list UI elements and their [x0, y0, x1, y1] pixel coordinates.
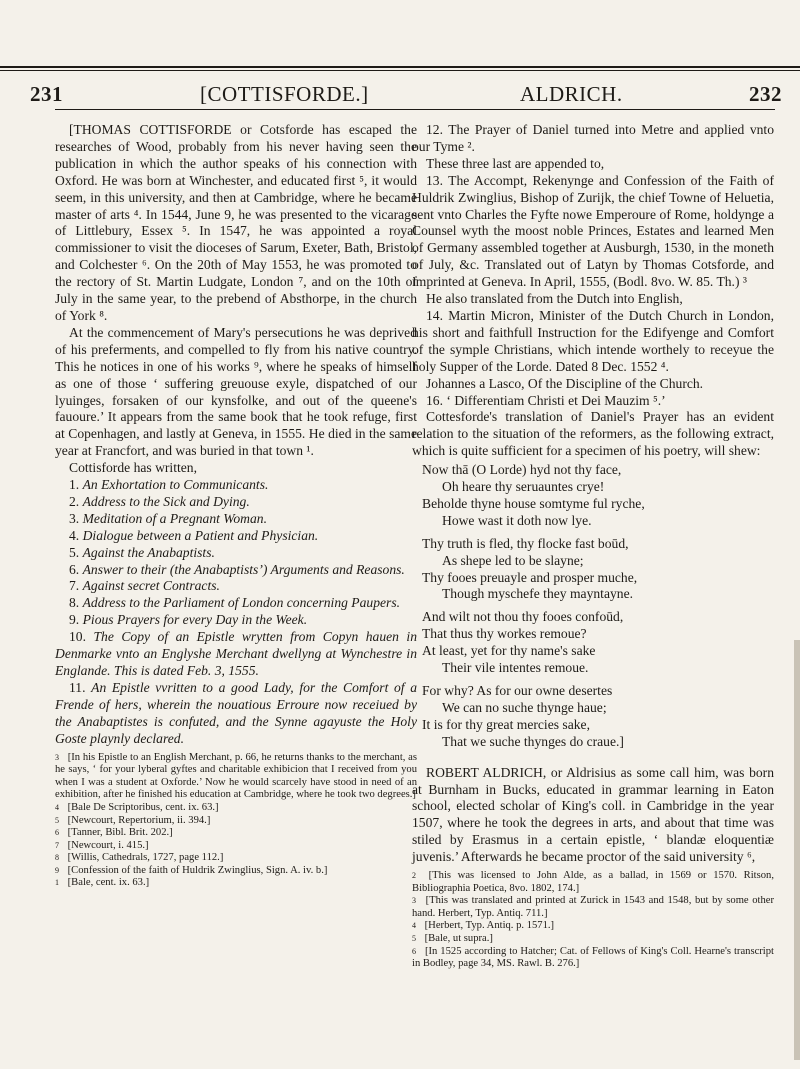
cottisforde-exile: At the commencement of Mary's persecutions he was deprived of his preferments, and compelled to fly from his native country. This he notices in one of his works ⁹, where he speaks of himself as one of those ‘ suffering greuouse exyle, dispatched of our lyuinges, forsaken of our kynsfolke, and out of the queene's fauoure.’ It appears from the same book that he took refuge, first at Copenhagen, and lastly at Geneva, in 1555. He died in the same year at Francfort, and was buried in that town ¹. — [55, 324, 417, 459]
prayer-commentary: Cottesforde's translation of Daniel's Prayer has an evident relation to the situation of the reformers, as the following extract, which is quite sufficient for a specimen of his poetry, will shew: — [412, 409, 774, 459]
list-item: 6. Answer to their (the Anabaptists’) Arguments and Reasons. — [69, 561, 405, 577]
top-rule-thin — [0, 70, 800, 71]
footnote: 8 [Willis, Cathedrals, 1727, page 112.] — [55, 852, 224, 864]
work-14: 14. Martin Micron, Minister of the Dutch Church in London, his short and faithfull Instruction for the Edifyenge and Comfort of the symple Christians, which intende worthely to receyue the holy Supper of the Lorde. Dated 8 Dec. 1552 ⁴. — [412, 307, 774, 374]
work-12: 12. The Prayer of Daniel turned into Metre and applied vnto our Tyme ². — [412, 122, 774, 154]
list-item: 3. Meditation of a Pregnant Woman. — [69, 510, 267, 526]
footnote: 6 [Tanner, Bibl. Brit. 202.] — [55, 827, 173, 839]
footnote: 7 [Newcourt, i. 415.] — [55, 839, 149, 851]
cottisforde-intro: [THOMAS COTTISFORDE or Cotsforde has escaped the researches of Wood, probably from his never having seen the publication in which the author speaks of his connection with Oxford. He was born at Winchester, and educated first ⁵, it would seem, in this university, and then at Cambridge, where he became master of arts ⁴. In 1544, June 9, he was presented to the vicarage of Littlebury, Essex ⁵. In 1547, he was appointed a royal commissioner to visit the dioceses of Sarum, Exeter, Bath, Bristol, and Colchester ⁶. On the 20th of May 1553, he was promoted to the rectory of St. Martin Ludgate, London ⁷, and on the 10th of July in the same year, to the prebend of Absthorpe, in the church of York ⁸. — [55, 122, 417, 323]
header-title-right: ALDRICH. — [520, 82, 623, 106]
section-gap — [412, 757, 774, 765]
footnotes-right — [412, 870, 774, 971]
aldrich-entry: ROBERT ALDRICH, or Aldrisius as some call him, was born at Burnham in Bucks, educated in grammar learning in Eaton school, elected scholar of King's coll. in Cambridge in the year 1507, where he took the degrees in arts, and about that time was stiled by Erasmus in a certain epistle, ‘ blandæ eloquentiæ juvenis.’ Afterwards he became proctor of the said university ⁶, — [412, 764, 774, 865]
work-15: Johannes a Lasco, Of the Discipline of the Church. — [426, 375, 704, 391]
work-16: 16. ‘ Differentiam Christi et Dei Mauzim ⁵.’ — [426, 392, 666, 408]
page-number-right: 232 — [749, 82, 782, 106]
footnote: 4 [Herbert, Typ. Antiq. p. 1571.] — [412, 920, 555, 932]
list-item: 1. An Exhortation to Communicants. — [69, 477, 269, 493]
footnote: 5 [Bale, ut supra.] — [412, 933, 493, 945]
footnotes-left — [55, 752, 417, 891]
list-item: 4. Dialogue between a Patient and Physician. — [69, 527, 319, 543]
work-13: 13. The Accompt, Rekenynge and Confession of the Faith of Huldrik Zwinglius, Bishop of Zurijk, the chief Towne of Heluetia, sent vnto Charles the Fyfte nowe Emperoure of Rome, holdynge a Counsel wyth the moost noble Princes, Estates and learned Men of Germany assembled together at Ausburgh, 1530, in the moneth of July, &c. Translated out of Latyn by Thomas Cotsforde, and imprinted at Geneva. In April, 1555, (Bodl. 8vo. W. 85. Th.) ³ — [412, 172, 774, 290]
verse-stanza-4: For why? As for our owne desertes We can no suche thynge haue; It is for thy great mercies sake, That we suche thynges do craue.] — [422, 683, 624, 749]
verse-stanza-3: And wilt not thou thy fooes confoūd, That thus thy workes remoue? At least, yet for thy name's sake Their vile intentes remoue. — [422, 609, 624, 676]
list-item: 5. Against the Anabaptists. — [69, 544, 215, 560]
list-item: 10. The Copy of an Epistle wrytten from Copyn hauen in Denmarke vnto an Englyshe Merchant dwellyng at Wynchestre in Englande. This is dated Feb. 3, 1555. — [55, 629, 417, 678]
list-item: 8. Address to the Parliament of London concerning Paupers. — [69, 595, 401, 611]
running-header — [30, 82, 782, 110]
footnote: 4 [Bale De Scriptoribus, cent. ix. 63.] — [55, 801, 219, 813]
verse-stanza-1: Now thā (O Lorde) hyd not thy face, Oh heare thy seruauntes crye! Beholde thyne house somtyme ful ryche, Howe wast it doth now lye. — [422, 462, 645, 528]
header-rule — [55, 109, 775, 110]
page-edge-shadow — [794, 640, 800, 1060]
left-column — [55, 122, 417, 890]
footnote: 5 [Newcourt, Repertorium, ii. 394.] — [55, 814, 211, 826]
top-rule — [0, 66, 800, 68]
footnote: 2 [This was licensed to John Alde, as a ballad, in 1569 or 1570. Ritson, Bibliographia Poetica, 8vo. 1802, 174.] — [412, 870, 774, 894]
list-item: 7. Against secret Contracts. — [69, 578, 220, 594]
page-number-left: 231 — [30, 82, 63, 106]
list-item: 2. Address to the Sick and Dying. — [69, 493, 250, 509]
works-list — [55, 477, 417, 748]
footnote: 9 [Confession of the faith of Huldrik Zwinglius, Sign. A. iv. b.] — [55, 864, 328, 876]
list-item: 9. Pious Prayers for every Day in the Week. — [69, 612, 308, 628]
footnote: 3 [This was translated and printed at Zurick in 1543 and 1548, but by some other hand. Herbert, Typ. Antiq. 711.] — [412, 895, 774, 919]
footnote: 3 [In his Epistle to an English Merchant, p. 66, he returns thanks to the merchant, as he says, ‘ for your lyberal gyftes and charitable exhibicion that I received from you when I was a student at Oxforde.’ Now he would scarcely have stood in need of an exhibition, after he finished his education at Cambridge, where he took two degrees.] — [55, 751, 417, 801]
appended-note: These three last are appended to, — [426, 155, 605, 171]
list-item: 11. An Epistle vvritten to a good Lady, for the Comfort of a Frende of hers, wherein the nouatious Erroure now receiued by the Anabaptistes is confuted, and the Synne agayuste the Holy Goste playnly declared. — [55, 679, 418, 746]
translated-note: He also translated from the Dutch into English, — [426, 291, 683, 307]
works-intro: Cottisforde has written, — [69, 460, 197, 476]
verse-stanza-2: Thy truth is fled, thy flocke fast boūd, As shepe led to be slayne; Thy fooes preuayle and prosper muche, Though myschefe they mayntayne. — [422, 535, 638, 602]
footnote: 1 [Bale, cent. ix. 63.] — [55, 877, 150, 889]
right-column — [412, 122, 774, 971]
header-title-left: [COTTISFORDE.] — [200, 82, 369, 106]
footnote: 6 [In 1525 according to Hatcher; Cat. of Fellows of King's Coll. Hearne's transcript in Bodley, page 34, MS. Rawl. B. 276.] — [412, 945, 774, 970]
